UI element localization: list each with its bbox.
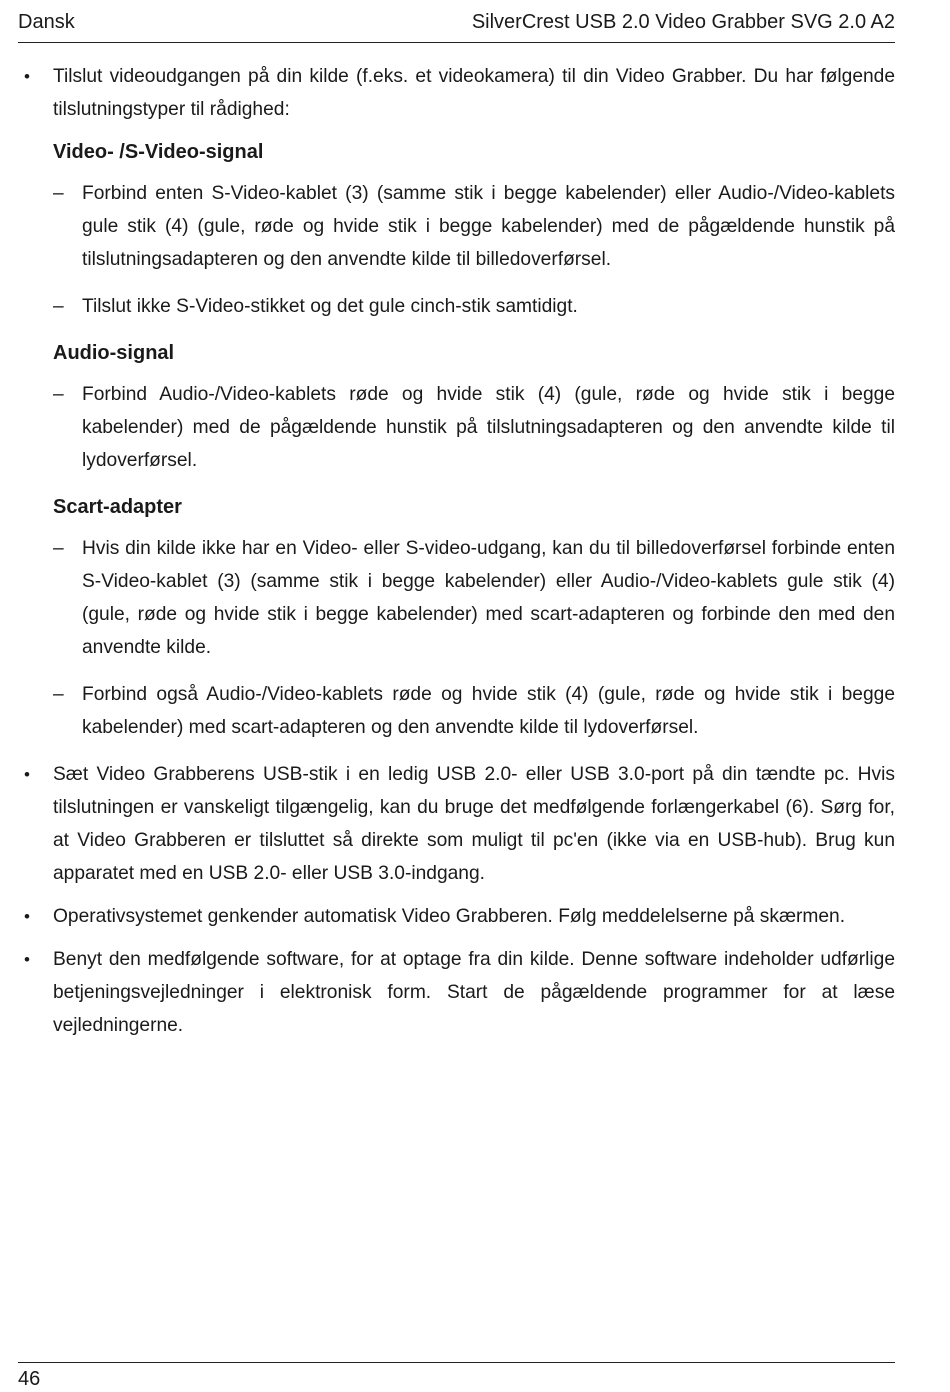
bullet-mark: • (24, 950, 30, 969)
dash-item (18, 177, 895, 276)
bullet-item (18, 943, 895, 1042)
bullet-text: Benyt den medfølgende software, for at optage fra din kilde. Denne software indeholder udførlige betjeningsvejledninger i elektronisk form. Start de pågældende programmer for at læse vejledningerne. (53, 949, 895, 1036)
bullet-item (18, 758, 895, 890)
dash-item (18, 290, 895, 323)
bullet-text: Tilslut videoudgangen på din kilde (f.eks. et videokamera) til din Video Grabber. Du har følgende tilslutningstyper til rådighed: (53, 66, 895, 120)
bullet-text: Operativsystemet genkender automatisk Video Grabberen. Følg meddelelserne på skærmen. (53, 906, 846, 927)
dash-mark: – (53, 538, 64, 559)
page-footer (18, 1362, 895, 1390)
dash-mark: – (53, 296, 64, 317)
section-heading: Scart-adapter (53, 496, 182, 518)
dash-item (18, 378, 895, 477)
bullet-mark: • (24, 907, 30, 926)
dash-text: Forbind også Audio-/Video-kablets røde og hvide stik (4) (gule, røde og hvide stik i begge kabelender) med scart-adapteren og den anvendte kilde til lydoverførsel. (82, 684, 895, 738)
section-heading: Audio-signal (53, 342, 175, 364)
bullet-mark: • (24, 765, 30, 784)
dash-mark: – (53, 684, 64, 705)
dash-item (18, 532, 895, 664)
header-product: SilverCrest USB 2.0 Video Grabber SVG 2.0 A2 (471, 11, 895, 33)
section-heading: Video- /S-Video-signal (53, 141, 264, 163)
page-header (18, 8, 895, 43)
dash-text: Hvis din kilde ikke har en Video- eller S-video-udgang, kan du til billedoverførsel forbinde enten S-Video-kablet (3) (samme stik i begge kabelender) eller Audio-/Video-kablets gule stik (4) (gule, røde og hvide stik i begge kabelender) med scart-adapteren og forbinde den med den anvendte kilde. (82, 538, 895, 658)
bullet-mark: • (24, 67, 30, 86)
page-number: 46 (18, 1368, 41, 1390)
bullet-item (18, 60, 895, 126)
bullet-text: Sæt Video Grabberens USB-stik i en ledig USB 2.0- eller USB 3.0-port på din tændte pc. Hvis tilslutningen er vanskeligt tilgængelig, kan du bruge det medfølgende forlængerkabel (6). Sørg for, at Video Grabberen er tilsluttet så direkte som muligt til pc'en (ikke via en USB-hub). Brug kun apparatet med en USB 2.0- eller USB 3.0-indgang. (53, 764, 895, 884)
dash-text: Forbind enten S-Video-kablet (3) (samme stik i begge kabelender) eller Audio-/Video-kablets gule stik (4) (gule, røde og hvide stik i begge kabelender) med de pågældende hunstik på tilslutningsadapteren og den anvendte kilde til billedoverførsel. (82, 183, 895, 270)
dash-item (18, 678, 895, 744)
dash-text: Forbind Audio-/Video-kablets røde og hvide stik (4) (gule, røde og hvide stik i begge kabelender) med de pågældende hunstik på tilslutningsadapteren og den anvendte kilde til lydoverførsel. (82, 384, 895, 471)
header-language: Dansk (18, 11, 75, 33)
dash-text: Tilslut ikke S-Video-stikket og det gule cinch-stik samtidigt. (82, 296, 578, 317)
dash-mark: – (53, 183, 64, 204)
dash-mark: – (53, 384, 64, 405)
bullet-item (18, 900, 895, 933)
page-content (18, 60, 895, 1052)
